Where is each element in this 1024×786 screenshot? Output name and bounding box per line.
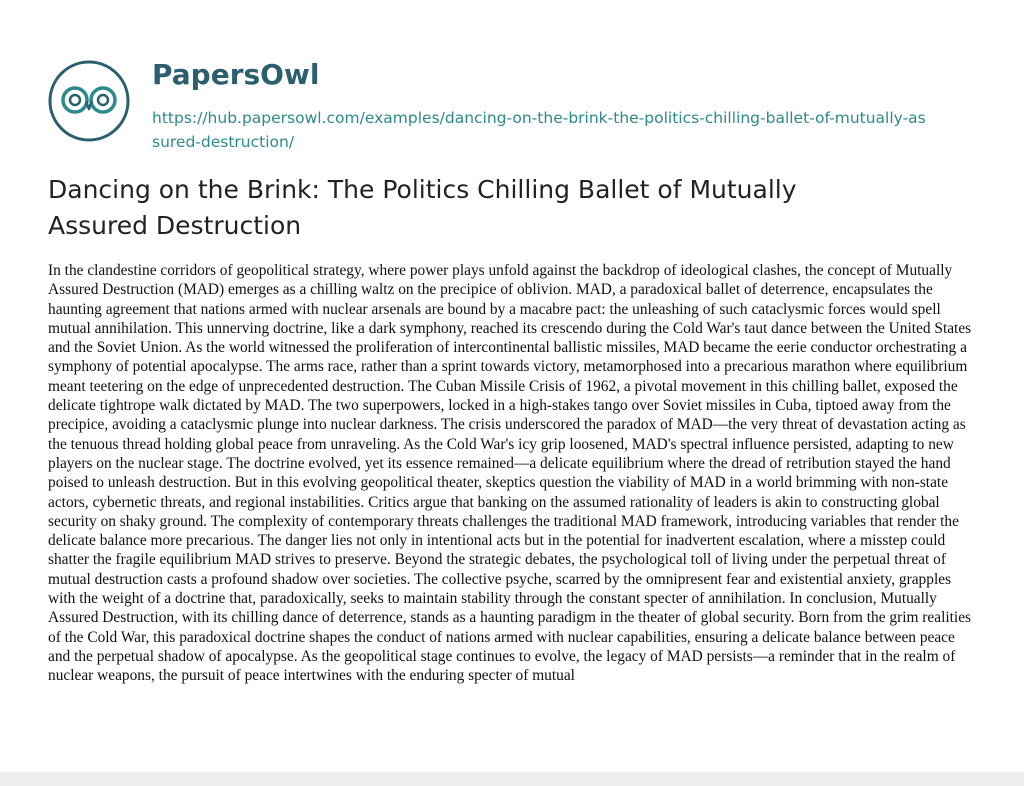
article-body: In the clandestine corridors of geopolitical strategy, where power plays unfold against the backdrop of ideological clashes, the concept of Mutually Assured Destruction (MAD) emerges as a chilling waltz on the precipice of oblivion. MAD, a paradoxical ballet of deterrence, encapsulates the haunting agreement that nations armed with nuclear arsenals are bound by a macabre pact: the unleashing of such cataclysmic forces would spell mutual annihilation. This unnerving doctrine, like a dark symphony, reached its crescendo during the Cold War's taut dance between the United States and the Soviet Union. As the world witnessed the proliferation of intercontinental ballistic missiles, MAD became the eerie conductor orchestrating a symphony of potential apocalypse. The arms race, rather than a sprint towards victory, metamorphosed into a precarious marathon where equilibrium meant teetering on the edge of unprecedented destruction. The Cuban Missile Crisis of 1962, a pivotal movement in this chilling ballet, exposed the delicate tightrope walk dictated by MAD. The two superpowers, locked in a high-stakes tango over Soviet missiles in Cuba, tiptoed away from the precipice, avoiding a cataclysmic plunge into nuclear darkness. The crisis underscored the paradox of MAD—the very threat of devastation acting as the tenuous thread holding global peace from unraveling. As the Cold War's icy grip loosened, MAD's spectral influence persisted, adapting to new players on the nuclear stage. The doctrine evolved, yet its essence remained—a delicate equilibrium where the dread of retribution stayed the hand poised to unleash destruction. But in this evolving geopolitical theater, skeptics question the viability of MAD in a world brimming with non-state actors, cybernetic threats, and regional instabilities. Critics argue that banking on the assumed rationality of leaders is akin to constructing global security on shaky ground. The complexity of contemporary threats challenges the traditional MAD framework, introducing variables that render the delicate balance more precarious. The danger lies not only in intentional acts but in the potential for inadvertent escalation, where a misstep could shatter the fragile equilibrium MAD strives to preserve. Beyond the strategic debates, the psychological toll of living under the perpetual threat of mutual destruction casts a profound shadow over societies. The collective psyche, scarred by the omnipresent fear and existential anxiety, grapples with the weight of a doctrine that, paradoxically, seeks to maintain stability through the constant specter of annihilation. In conclusion, Mutually Assured Destruction, with its chilling dance of deterrence, stands as a haunting paradigm in the theater of global security. Born from the grim realities of the Cold War, this paradoxical doctrine shapes the conduct of nations armed with nuclear capabilities, ensuring a delicate balance between peace and the perpetual shadow of apocalypse. As the geopolitical stage continues to evolve, the legacy of MAD persists—a reminder that in the realm of nuclear weapons, the pursuit of peace intertwines with the enduring specter of mutual — [48, 262, 972, 685]
brand-name: PapersOwl — [152, 58, 320, 91]
owl-eyes-logo-icon — [48, 60, 130, 142]
source-url-link[interactable]: https://hub.papersowl.com/examples/dancing-on-the-brink-the-politics-chilling-ballet-of-mutually-assured-destruction/ — [152, 109, 926, 151]
article-title: Dancing on the Brink: The Politics Chilling Ballet of Mutually Assured Destruction — [48, 175, 797, 240]
